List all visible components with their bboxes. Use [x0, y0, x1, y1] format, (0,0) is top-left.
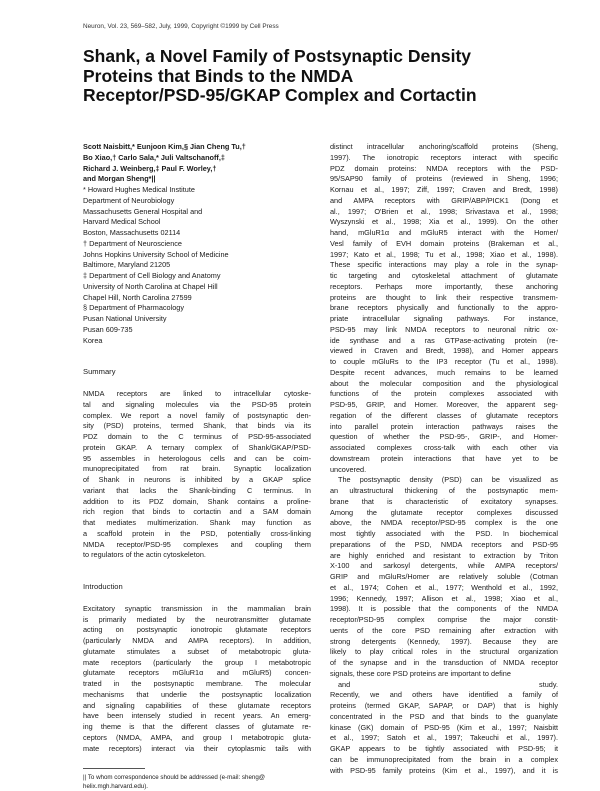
text-line: X-100 and sarkosyl detergents, while AMPA receptors/ [330, 561, 558, 571]
affiliation-line: ‡ Department of Cell Biology and Anatomy [83, 271, 221, 280]
text-line: have been intensely studied in recent years. An emerg- [83, 711, 311, 721]
text-line: distinct intracellular anchoring/scaffold proteins (Sheng, [330, 142, 558, 151]
text-line: 1998). It is possible that the components of the NMDA [330, 604, 558, 614]
text-line: 95/SAP90 family of proteins (reviewed in Sheng, 1996; [330, 174, 558, 184]
affiliation-line: Pusan National University [83, 314, 167, 323]
text-line: kinase (GK) domain of PSD-95 (Kim et al., 1997; Naisbitt [330, 722, 558, 732]
text-line: trated in the postsynaptic membrane. The molecular [83, 679, 311, 688]
text-line: glutamate stimulates a subset of metabotropic gluta- [83, 646, 311, 656]
text-line: Vesl family of EVH domain proteins (Brakeman et al., [330, 238, 558, 248]
text-line: (particularly NMDA and AMPA receptors). In addition, [83, 636, 311, 645]
text-line: of Shank in neurons is inhibited by a GKAP splice [83, 475, 311, 484]
affiliation-line: Pusan 609-735 [83, 324, 133, 334]
text-line: preparations of the PSD, NMDA receptors and PSD-95 [330, 539, 558, 549]
affiliation-line: Harvard Medical School [83, 217, 161, 227]
text-line: uents of the core PSD remaining after extraction with [330, 625, 558, 635]
text-line: ide synthase and a ras GTPase-activating protein (re- [330, 335, 558, 345]
text-line: into parallel protein interaction pathways raises the [330, 421, 558, 431]
text-line: complex. We report a novel family of postsynaptic den- [83, 410, 311, 420]
title-line: Proteins that Binds to the NMDA [83, 65, 354, 86]
text-line: mate receptors (particularly the group I metabotropic [83, 657, 311, 667]
spacer [83, 378, 311, 389]
text-line: question of whether the PSD-95-, GRIP-, and Homer- [330, 432, 558, 442]
text-line: NMDA receptor/PSD-95 complexes and coupling them [83, 539, 311, 549]
title-line: Receptor/PSD-95/GKAP Complex and Cortactin [83, 85, 477, 105]
text-line: a scaffold protein in the PSD, potentially cross-linking [83, 528, 311, 538]
text-line: Wyszynski et al., 1998; Xia et al., 1999). On the other [330, 217, 558, 227]
spacer [83, 346, 311, 367]
text-line: GKAP appears to be tightly associated with PSD-95; it [330, 744, 558, 753]
text-line: of the synapse and in the transduction of NMDA receptor [330, 658, 558, 667]
affiliation-line: Massachusetts General Hospital and [83, 206, 203, 216]
affiliation-line: Chapel Hill, North Carolina 27599 [83, 292, 192, 302]
text-line: acting on postsynaptic ionotropic glutamate receptors [83, 625, 311, 635]
affiliation-line: Johns Hopkins University School of Medicine [83, 249, 229, 259]
text-line: about the molecular composition and the physiological [330, 378, 558, 388]
text-line: mechanisms that underlie the postsynaptic localization [83, 689, 311, 699]
text-line: and signaling capabilities of these glutamate receptors [83, 700, 311, 710]
spacer [83, 754, 311, 768]
text-line: Recently, we and others have identified a family of [330, 690, 558, 700]
text-line: concentrated in the PSD and that binds to the guanylate [330, 711, 558, 721]
text-line: receptor/PSD-95 complex comprise the major constit- [330, 615, 558, 624]
text-line: that mediates multimerization. Shank may function as [83, 518, 311, 527]
summary-heading: Summary [83, 367, 116, 377]
author-line: Richard J. Weinberg,‡ Paul F. Worley,† [83, 163, 217, 173]
affiliation-line: * Howard Hughes Medical Institute [83, 185, 195, 194]
affiliation-line: Baltimore, Maryland 21205 [83, 260, 171, 270]
text-line: al., 1997; O'Brien et al., 1998; Srivastava et al., 1998; [330, 206, 558, 216]
text-line: rich region that binds to cortactin and a SAM domain [83, 507, 311, 517]
summary-paragraph [83, 389, 311, 561]
text-line: an ultrastructural thickening of the postsynaptic mem- [330, 486, 558, 495]
text-line: brane receptors physically and functionally to the appro- [330, 303, 558, 313]
text-line: sity (PSD) proteins, termed Shank, that binds via its [83, 421, 311, 431]
text-line: regation of the different classes of glutamate receptors [330, 410, 558, 420]
text-line: and study. [338, 679, 558, 689]
left-column [83, 142, 311, 791]
text-line: are highly enriched and resistant to extraction by Triton [330, 550, 558, 560]
text-line: brane that is characteristic of excitatory synapses. [330, 496, 558, 506]
text-line: can be immunoprecipitated from the brain in a complex [330, 754, 558, 764]
text-line: Kornau et al., 1997; Ziff, 1997; Craven and Bredt, 1998) [330, 185, 558, 194]
text-line: proteins are thought to link their respective transmem- [330, 292, 558, 302]
text-line: to couple mGluRs to the IP3 receptor (Tu et al., 1998). [330, 357, 558, 366]
affiliation-line: † Department of Neuroscience [83, 238, 182, 248]
text-line: uncovered. [330, 464, 367, 474]
affiliation-line: Boston, Massachusetts 02114 [83, 228, 181, 237]
text-line: et al., 1974; Cohen et al., 1977; Wenthold et al., 1992, [330, 582, 558, 592]
text-line: NMDA receptors are linked to intracellular cytoske- [83, 389, 311, 398]
text-line: most tightly associated with the PSD. In biochemical [330, 529, 558, 538]
author-line: Bo Xiao,† Carlo Sala,* Juli Valtschanoff,‡ [83, 152, 225, 162]
text-line: variant that lacks the Shank-binding C terminus. In [83, 485, 311, 495]
text-line: 95 assembles in heterologous cells and can be coim- [83, 453, 311, 463]
affiliation-line: § Department of Pharmacology [83, 303, 184, 313]
text-line: with PSD-95 family proteins (Kim et al., 1997), and it is [330, 765, 558, 775]
text-line: viewed in Craven and Bredt, 1998), and Homer appears [330, 346, 558, 356]
text-line: tic targeting and cytoskeletal attachment of glutamate [330, 271, 558, 280]
text-line: Despite recent advances, much remains to be learned [330, 367, 558, 377]
affiliation-line: Department of Neurobiology [83, 195, 175, 205]
text-line: protein GKAP. A ternary complex of Shank/GKAP/PSD- [83, 442, 311, 452]
text-line: downstream protein interactions that have yet to be [330, 453, 558, 463]
text-line: Excitatory synaptic transmission in the mammalian brain [83, 603, 311, 613]
author-list [83, 142, 311, 185]
text-line: hand, mGluR1α and mGluR5 interact with the Homer/ [330, 228, 558, 237]
correspondence-footnote [83, 768, 311, 791]
text-line: 1997; Kato et al., 1998; Tu et al., 1998; Xiao et al., 1998). [330, 249, 558, 259]
text-line: ceptors (NMDA, AMPA, and group I metabotropic gluta- [83, 732, 311, 742]
text-line: glutamate receptors mGluR1α and mGluR5) concen- [83, 668, 311, 678]
text-line: PSD-95, GRIP, and Homer. Moreover, the apparent seg- [330, 400, 558, 409]
text-line: GRIP and mGluRs/Homer are relatively soluble (Cotman [330, 572, 558, 581]
text-line: and AMPA receptors with GRIP/ABP/PICK1 (Dong et [330, 195, 558, 205]
footnote-line: helix.mgh.harvard.edu). [83, 783, 149, 791]
author-line: and Morgan Sheng*|| [83, 174, 156, 184]
text-line: receptors. Perhaps more importantly, these anchoring [330, 281, 558, 291]
text-line: priate intracellular signaling pathways. For instance, [330, 314, 558, 323]
text-line: above, the NMDA receptor/PSD-95 complex is the one [330, 518, 558, 528]
text-line: proteins (termed GKAP, SAPAP, or DAP) that is highly [330, 701, 558, 710]
text-line: addition to its PDZ domain, Shank contains a proline- [83, 496, 311, 506]
introduction-heading: Introduction [83, 582, 123, 591]
text-line: functions of the protein complexes associated with [330, 389, 558, 399]
affiliations [83, 185, 311, 346]
text-line: PDZ domain proteins: NMDA receptors with the PSD- [330, 163, 558, 173]
text-line: mate receptors) interact via their cytoplasmic tails with [83, 743, 311, 753]
text-line: munoprecipitated from rat brain. Synaptic localization [83, 464, 311, 474]
right-column [330, 142, 558, 776]
text-line: is primarily mediated by the neurotransmitter glutamate [83, 614, 311, 624]
text-line: signals, these core PSD proteins are important to define [330, 668, 511, 678]
text-line: strong detergents (Kennedy, 1997). Because they are [330, 636, 558, 646]
running-head: Neuron, Vol. 23, 569–582, July, 1999, Copyright ©1999 by Cell Press [83, 23, 279, 30]
spacer [83, 593, 311, 604]
text-line: likely to play critical roles in the structural organization [330, 647, 558, 657]
text-line: et al., 1997; Satoh et al., 1997; Takeuchi et al., 1997). [330, 733, 558, 743]
spacer [83, 561, 311, 582]
article-title [83, 47, 543, 106]
footnote-rule [83, 768, 145, 769]
text-line: ing theme is that the different classes of glutamate re- [83, 722, 311, 731]
introduction-paragraph [83, 604, 311, 755]
affiliation-line: University of North Carolina at Chapel Hill [83, 281, 218, 291]
affiliation-line: Korea [83, 335, 103, 345]
author-line: Scott Naisbitt,* Eunjoon Kim,§ Jian Cheng Tu,† [83, 142, 246, 151]
text-line: associated complexes cross-talk with each other via [330, 443, 558, 452]
text-line: The postsynaptic density (PSD) can be visualized as [338, 475, 558, 485]
text-line: tal and signaling molecules via the PSD-95 protein [83, 399, 311, 409]
text-line: Among the glutamate receptor complexes discussed [330, 507, 558, 517]
text-line: PSD-95 may link NMDA receptors to neuronal nitric ox- [330, 324, 558, 334]
text-line: 1996; Kennedy, 1997; Allison et al., 1998; Xiao et al., [330, 593, 558, 603]
text-line: to regulators of the actin cytoskeleton. [83, 550, 206, 560]
text-line: 1997). The ionotropic receptors interact with specific [330, 152, 558, 162]
text-line: These specific interactions may play a role in the synap- [330, 260, 558, 270]
footnote-line: || To whom correspondence should be addressed (e-mail: sheng@ [83, 774, 266, 782]
text-line: PDZ domain to the C terminus of PSD-95-associated [83, 432, 311, 441]
title-line: Shank, a Novel Family of Postsynaptic Density [83, 46, 472, 66]
